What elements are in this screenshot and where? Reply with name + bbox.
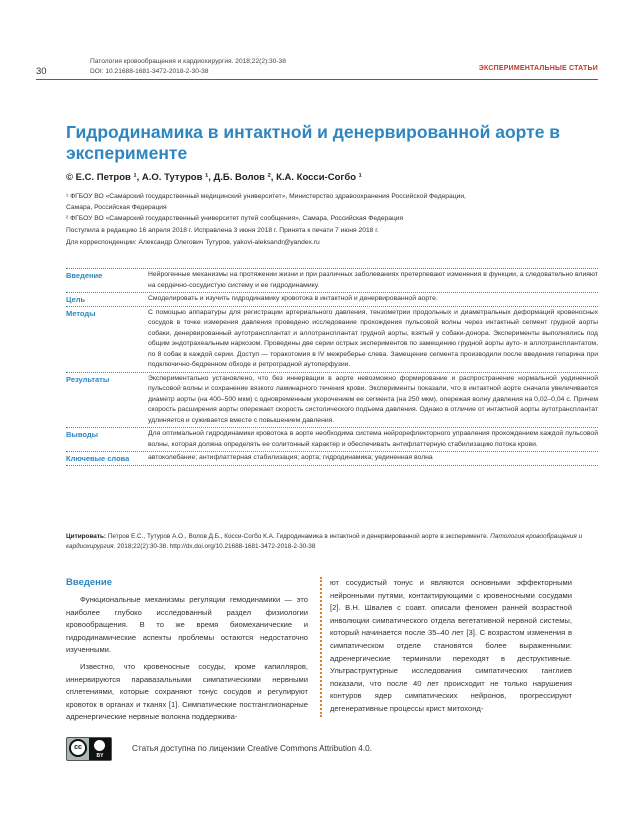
- body-column-right: [330, 577, 572, 716]
- abstract-label: Выводы: [66, 430, 98, 439]
- article-authors: © Е.С. Петров ¹, А.О. Тутуров ¹, Д.Б. Волов ², К.А. Косси-Согбо ¹: [66, 172, 362, 183]
- body-paragraph: Известно, что кровеносные сосуды, кроме капилляров, иннервируются паравазальными симпатическими нервными сплетениями, которые сохраняют тонус сосудов и регулируют кровоток в органах и тканях [1]. Симпатические постганглионарные адренергические нервные волокна поддержива-: [66, 661, 308, 722]
- citation-label: Цитировать:: [66, 533, 107, 540]
- by-label: BY: [96, 753, 104, 759]
- citation-journal: Патология кровообращения и кардиохирургия.: [66, 533, 583, 550]
- journal-info: [90, 57, 286, 77]
- person-icon: [94, 740, 105, 751]
- abstract-row-methods: [66, 307, 598, 373]
- abstract-text: Нейрогенные механизмы на протяжении жизни и при различных заболеваниях претерпевают изменения в функции, а следовательно влияют на сердечно-сосудистую систему и ее гидродинамику.: [148, 271, 598, 289]
- abstract-row-results: [66, 373, 598, 429]
- abstract-label: Цель: [66, 295, 86, 304]
- journal-citation: Патология кровообращения и кардиохирургия. 2018;22(2):30-38: [90, 58, 286, 65]
- affiliation-1-line2: Самара, Российская Федерация: [66, 203, 167, 211]
- abstract-row-keywords: [66, 452, 598, 466]
- citation: [66, 532, 598, 552]
- abstract-row-conclusions: [66, 428, 598, 452]
- abstract-text: Смоделировать и изучить гидродинамику кровотока в интактной и денервированной аорте.: [148, 295, 438, 302]
- affiliation-2: ² ФГБОУ ВО «Самарский государственный университет путей сообщения», Самара, Российская Федерация: [66, 215, 404, 222]
- abstract: [66, 268, 598, 466]
- cc-by-badge[interactable]: [66, 737, 112, 761]
- abstract-text: Для оптимальной гидродинамики кровотока в аорте необходима система нейрорефлекторного управления прохождением каждой пульсовой волны, которая должна определять ее солитонный характер и обеспечивать антифлаттерную стабилизацию потока крови.: [148, 430, 598, 448]
- header-divider: [36, 79, 598, 80]
- abstract-text: автоколебание; антифлаттерная стабилизация; аорта; гидродинамика; уединенная волна: [148, 454, 433, 461]
- body-paragraph: ют сосудистый тонус и являются основными эффекторными нейронными путями, контактирующими с кровеносными сосудами [2]. В.Н. Швалев с соавт. описали феномен ранней возрастной инволюции симпатического отдела вегетативной нервной системы, который начинается после 35–40 лет [3]. С возрастом изменения в симпатическом отделе становятся более выраженными: адренергические терминали переходят в деструктивные. Ультраструктурные исследования симпатических ганглиев показали, что после 40 лет происходит не только нарушения контуров ядер симпатических нейронов, прогрессируют дегенеративные процессы крист митохонд-: [330, 578, 572, 713]
- abstract-label: Результаты: [66, 374, 110, 384]
- article-dates: Поступила в редакцию 16 апреля 2018 г. Исправлена 3 июня 2018 г. Принята к печати 7 июня 2018 г.: [66, 227, 379, 234]
- intro-heading: Введение: [66, 577, 113, 588]
- abstract-row-introduction: [66, 268, 598, 293]
- cc-icon: cc: [69, 739, 87, 757]
- abstract-label: Методы: [66, 308, 96, 318]
- journal-doi[interactable]: DOI: 10.21688-1681-3472-2018-2-30-38: [90, 68, 209, 75]
- abstract-label: Введение: [66, 271, 103, 280]
- section-label: ЭКСПЕРИМЕНТАЛЬНЫЕ СТАТЬИ: [478, 65, 598, 72]
- article-title: Гидродинамика в интактной и денервированной аорте в эксперименте: [66, 122, 561, 163]
- affiliation-1-line1: ¹ ФГБОУ ВО «Самарский государственный медицинский университет», Министерство здравоохранения Российской Федерации,: [66, 193, 466, 200]
- column-divider: [320, 577, 322, 717]
- by-section: [89, 738, 111, 760]
- abstract-text: Экспериментально установлено, что без иннервации в аорте невозможно формирование и распространение нормальной уединенной пульсовой волны и сохранение вязкого ламинарного течения крови. Эксперименты показали, что в интактной аорте сначала увеличивается диаметр аорты (на 400–500 мкм) с одновременным укорочением ее сегмента (на 250 мкм), опережая волну давления на 0,02–0,04 с. Причем скорость расширения аорты опережает скорость систолического подъема давления. Однако в отличие от интактной аорты аутотрансплантат удлиняется и суживается вместе с повышением давления.: [148, 374, 598, 424]
- correspondence: Для корреспонденции: Александр Олегович Тутуров, yakovi-aleksandr@yandex.ru: [66, 239, 320, 246]
- license-text: Статья доступна по лицензии Creative Commons Attribution 4.0.: [132, 744, 372, 753]
- citation-text: Петров Е.С., Тутуров А.О., Волов Д.Б., Косси-Согбо К.А. Гидродинамика в интактной и денервированной аорте в эксперименте.: [107, 533, 489, 540]
- page-number: 30: [36, 66, 47, 77]
- body-column-left: [66, 577, 308, 724]
- affiliation-1: [66, 192, 466, 213]
- body-paragraph: Функциональные механизмы регуляции гемодинамики — это наиболее глубоко исследованный раздел физиологии кровообращения. В то же время биомеханические и гидродинамические аспекты проблемы остаются недостаточно изученными.: [66, 595, 308, 655]
- abstract-row-aim: [66, 293, 598, 307]
- citation-link[interactable]: 2018;22(2):30-38. http://dx.doi.org/10.21688-1681-3472-2018-2-30-38: [117, 543, 316, 550]
- abstract-text: С помощью аппаратуры для регистрации артериального давления, тензометрии продольных и диаметральных деформаций кровеносных сосудов в точке измерения давления проведено исследование прохождения пульсовой волны через интактный сегмент грудной аорты собаки, денервированный аутотрансплантат и аллотрансплантат грудной аорты, взятый у собаки-донора. Эксперименты выполнялись под общим эндотрахеальным наркозом. Проведены две серии острых экспериментов по замещению грудной аорты ауто- и аллотрансплантатом, по 8 собак в каждой серии. Доступ — торакотомия в IV межреберье слева. Замещение сегмента производили после введения гепарина при подключично-бедренном обходе и ретроградной аутоперфузии.: [148, 308, 598, 368]
- abstract-label: Ключевые слова: [66, 454, 130, 463]
